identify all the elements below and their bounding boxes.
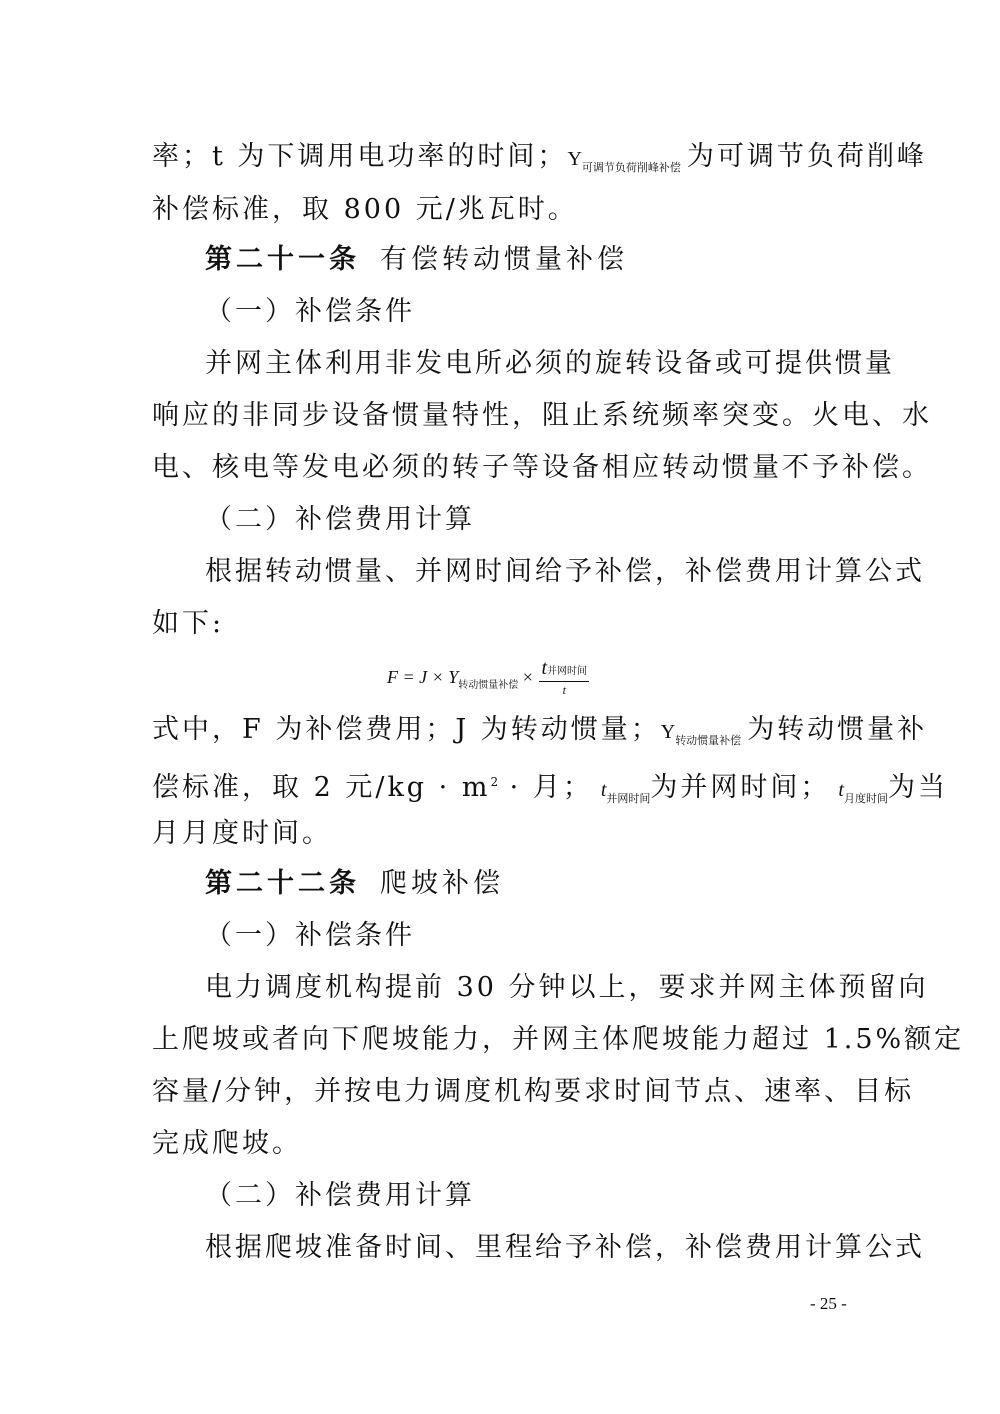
compensation-formula: $F = J \times Y_{转动惯量补偿}$ × $\frac{\text{t并网时间}}{t}$	[387, 656, 588, 697]
article-heading	[205, 862, 901, 906]
formula-fraction: $\frac{\text{t并网时间}}{t}$	[541, 656, 588, 697]
text-line: 月月度时间。	[152, 818, 332, 849]
paragraph-line: 根据爬坡准备时间、里程给予补偿，补偿费用计算公式	[205, 1232, 925, 1263]
paragraph-line: 容量/分钟，并按电力调度机构要求时间节点、速率、目标	[152, 1076, 915, 1107]
subsection-heading: （一）补偿条件	[205, 920, 415, 951]
page-number: - 25 -	[810, 1294, 847, 1313]
text-line: 率；t 为下调用电功率的时间；$Y_{可调节负荷削峰补偿}$ 为可调节负荷削峰	[152, 141, 927, 174]
article-number: 第二十一条	[205, 244, 360, 275]
paragraph-line: 根据转动惯量、并网时间给予补偿，补偿费用计算公式	[205, 556, 925, 587]
subsection-heading: （二）补偿费用计算	[205, 504, 475, 535]
article-title: 有偿转动惯量补偿	[380, 244, 628, 275]
paragraph-line: 完成爬坡。	[152, 1128, 302, 1159]
article-title: 爬坡补偿	[380, 868, 504, 899]
subsection-heading: （一）补偿条件	[205, 296, 415, 327]
subsection-heading: （二）补偿费用计算	[205, 1180, 475, 1211]
paragraph-line: 并网主体利用非发电所必须的旋转设备或可提供惯量	[205, 348, 895, 379]
text-line: 式中，F 为补偿费用；J 为转动惯量；$Y_{转动惯量补偿}$ 为转动惯量补	[152, 714, 928, 747]
paragraph-line: 电、核电等发电必须的转子等设备相应转动惯量不予补偿。	[152, 452, 932, 483]
text-line: 偿标准，取 2 元$/kg \cdot m^2$ · 月； $t_{并网时间}$为并网时间； $t_{月度时间}$为当	[152, 772, 948, 805]
paragraph-line: 上爬坡或者向下爬坡能力，并网主体爬坡能力超过 1.5%额定	[152, 1024, 965, 1055]
article-heading	[205, 238, 901, 282]
article-number: 第二十二条	[205, 868, 360, 899]
paragraph-line: 如下:	[152, 608, 225, 639]
paragraph-line: 响应的非同步设备惯量特性，阻止系统频率突变。火电、水	[152, 400, 932, 431]
paragraph-line: 电力调度机构提前 30 分钟以上，要求并网主体预留向	[205, 972, 929, 1003]
text-line: 补偿标准，取 800 元/兆瓦时。	[152, 194, 578, 225]
